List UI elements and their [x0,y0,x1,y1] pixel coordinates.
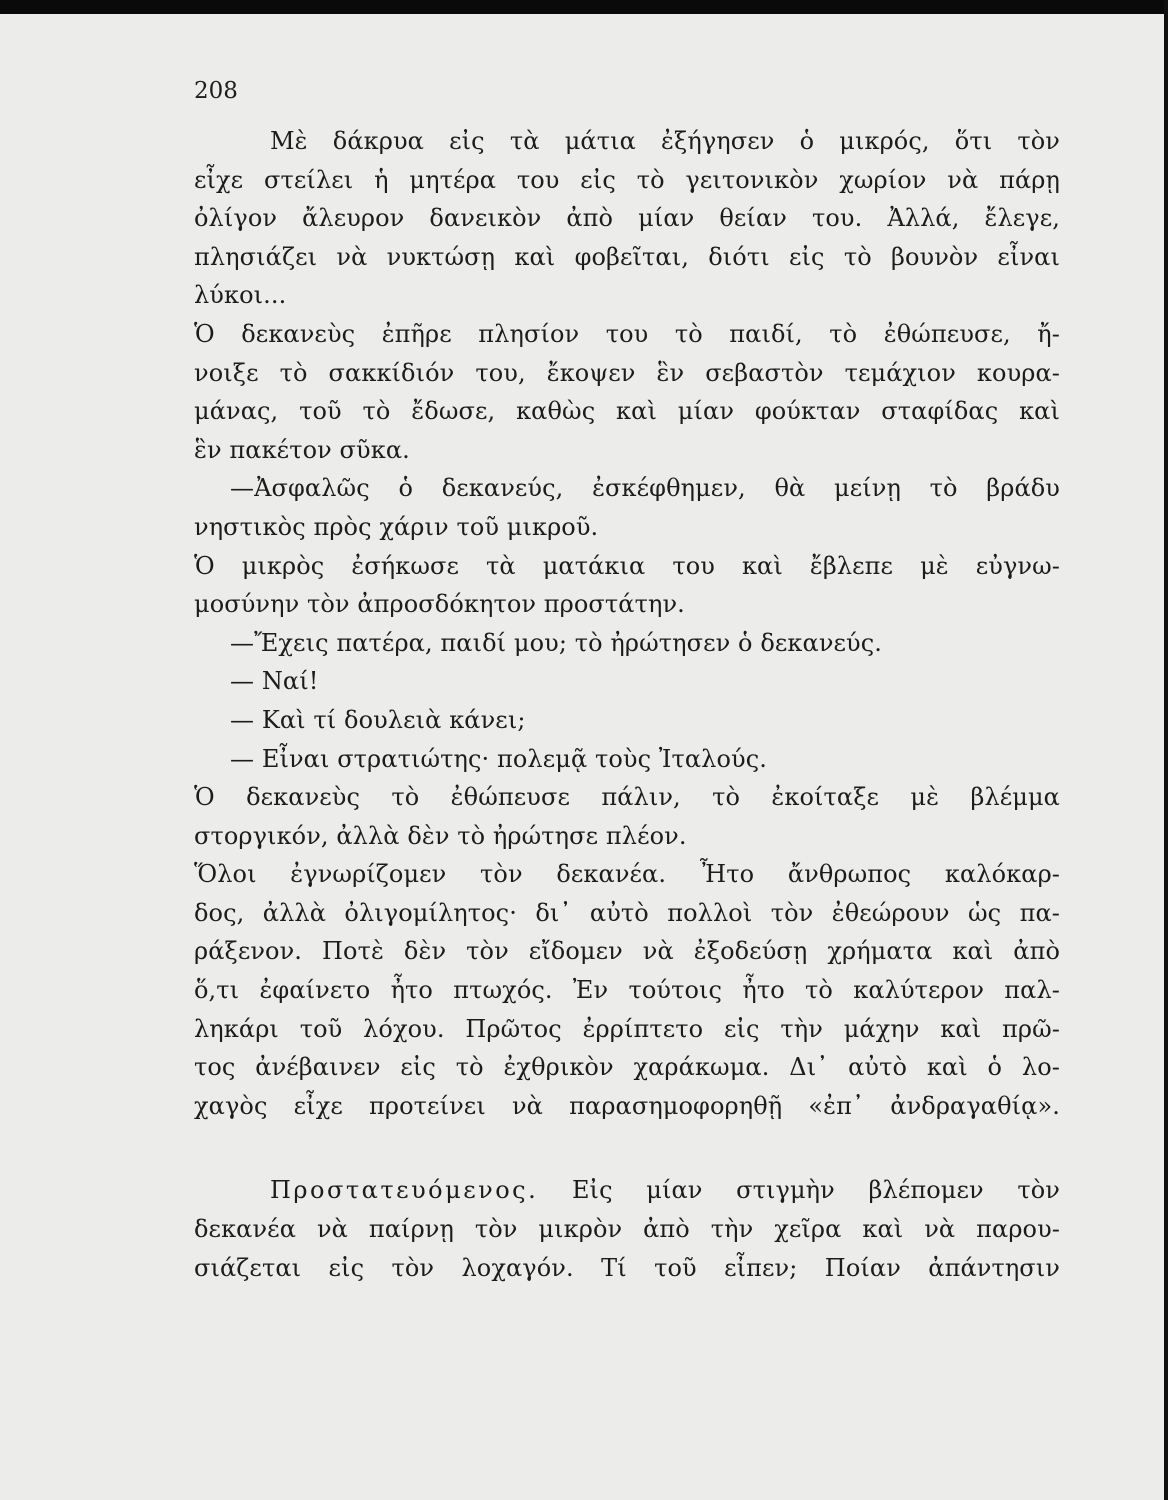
text-line: Ὁ δεκανεὺς ἐπῆρε πλησίον του τὸ παιδί, τὸ ἐθώπευσε, ἤ- [194,319,1060,348]
text-line: Ὁ δεκανεὺς τὸ ἐθώπευσε πάλιν, τὸ ἐκοίταξε μὲ βλέμμα [194,783,1060,812]
scan-right-border [1164,0,1168,1500]
text-line: ληκάρι τοῦ λόχου. Πρῶτος ἐρρίπτετο εἰς τὴν μάχην καὶ πρῶ- [194,1014,1060,1043]
text-line: χαγὸς εἶχε προτείνει νὰ παρασημοφορηθῇ «ἐπ᾽ ἀνδραγαθίᾳ». [194,1091,1060,1120]
text-line: ἓν πακέτον σῦκα. [194,435,410,464]
text-line: ὅ,τι ἐφαίνετο ἦτο πτωχός. Ἐν τούτοις ἦτο τὸ καλύτερον παλ- [194,976,1060,1005]
text-line [194,1171,1060,1210]
text-line: — Ναί! [230,667,319,696]
text-line: —Ἀσφαλῶς ὁ δεκανεύς, ἐσκέφθημεν, θὰ μείνῃ τὸ βράδυ [230,474,1060,503]
section-heading: Προστατευόμενος. [270,1176,539,1205]
text-line: — Καὶ τί δουλειὰ κάνει; [230,705,526,734]
text-span: Εἰς μίαν στιγμὴν βλέπομεν τὸν [571,1176,1060,1205]
text-line: δος, ἀλλὰ ὀλιγομίλητος· δι᾽ αὐτὸ πολλοὶ τὸν ἐθεώρουν ὡς πα- [194,898,1060,927]
text-line: Ὅλοι ἐγνωρίζομεν τὸν δεκανέα. Ἦτο ἄνθρωπος καλόκαρ- [194,860,1060,889]
text-line: πλησιάζει νὰ νυκτώσῃ καὶ φοβεῖται, διότι εἰς τὸ βουνὸν εἶναι [194,242,1060,271]
text-line: ράξενον. Ποτὲ δὲν τὸν εἴδομεν νὰ ἐξοδεύσῃ χρήματα καὶ ἀπὸ [194,937,1060,966]
text-line: δεκανέα νὰ παίρνῃ τὸν μικρὸν ἀπὸ τὴν χεῖρα καὶ νὰ παρου- [194,1215,1060,1244]
text-line: μοσύνην τὸν ἀπροσδόκητον προστάτην. [194,590,685,619]
text-line: λύκοι... [194,281,287,310]
body-text [194,122,1060,1287]
text-line: στοργικόν, ἀλλὰ δὲν τὸ ἠρώτησε πλέον. [194,821,687,850]
text-line: τος ἀνέβαινεν εἰς τὸ ἐχθρικὸν χαράκωμα. Δι᾽ αὐτὸ καὶ ὁ λο- [194,1053,1060,1082]
text-line: μάνας, τοῦ τὸ ἔδωσε, καθὼς καὶ μίαν φούκταν σταφίδας καὶ [194,397,1060,426]
text-line: νοιξε τὸ σακκίδιόν του, ἔκοψεν ἓν σεβαστὸν τεμάχιον κουρα- [194,358,1060,387]
page-number: 208 [194,78,238,104]
paragraph-gap [194,1125,1060,1171]
text-line: Μὲ δάκρυα εἰς τὰ μάτια ἐξήγησεν ὁ μικρός, ὅτι τὸν [270,127,1060,155]
text-line: — Εἶναι στρατιώτης· πολεμᾷ τοὺς Ἰταλούς. [230,744,767,773]
text-line: —Ἔχεις πατέρα, παιδί μου; τὸ ἠρώτησεν ὁ δεκανεύς. [230,628,883,657]
text-line: ὀλίγον ἄλευρον δανεικὸν ἀπὸ μίαν θείαν του. Ἀλλά, ἔλεγε, [194,204,1060,233]
text-line: σιάζεται εἰς τὸν λοχαγόν. Τί τοῦ εἶπεν; Ποίαν ἀπάντησιν [194,1253,1060,1282]
text-line: νηστικὸς πρὸς χάριν τοῦ μικροῦ. [194,512,599,541]
scan-top-border [0,0,1168,14]
text-line: εἶχε στείλει ἡ μητέρα του εἰς τὸ γειτονικὸν χωρίον νὰ πάρῃ [194,165,1060,194]
text-line: Ὁ μικρὸς ἐσήκωσε τὰ ματάκια του καὶ ἔβλεπε μὲ εὐγνω- [194,551,1060,580]
